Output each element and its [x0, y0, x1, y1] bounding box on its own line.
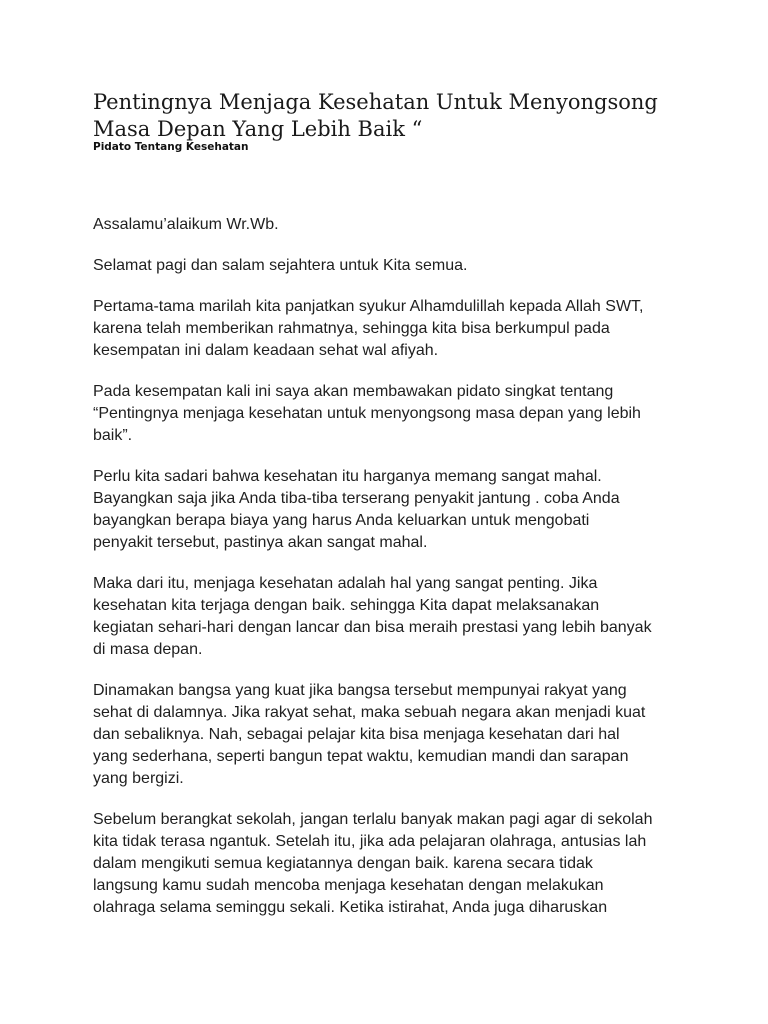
paragraph — [93, 214, 693, 236]
paragraph-line: kesehatan kita terjaga dengan baik. sehingga Kita dapat melaksanakan — [93, 597, 600, 614]
paragraph-line: sehat di dalamnya. Jika rakyat sehat, maka sebuah negara akan menjadi kuat — [93, 704, 646, 721]
paragraph — [93, 381, 693, 447]
title-line: Masa Depan Yang Lebih Baik “ — [93, 117, 423, 141]
paragraph-line: Pertama-tama marilah kita panjatkan syukur Alhamdulillah kepada Allah SWT, — [93, 298, 644, 315]
paragraph-line: Perlu kita sadari bahwa kesehatan itu harganya memang sangat mahal. — [93, 468, 602, 485]
document-subtitle: Pidato Tentang Kesehatan — [93, 141, 249, 153]
paragraph-line: Sebelum berangkat sekolah, jangan terlalu banyak makan pagi agar di sekolah — [93, 811, 653, 828]
paragraph-line: dalam mengikuti semua kegiatannya dengan baik. karena secara tidak — [93, 855, 593, 872]
paragraph — [93, 573, 693, 661]
paragraph-line: Pada kesempatan kali ini saya akan membawakan pidato singkat tentang — [93, 383, 614, 400]
paragraph — [93, 296, 693, 362]
paragraph — [93, 466, 693, 554]
paragraph-line: yang sederhana, seperti bangun tepat waktu, kemudian mandi dan sarapan — [93, 748, 629, 765]
title-line: Pentingnya Menjaga Kesehatan Untuk Menyongsong — [93, 90, 658, 114]
paragraph-line: “Pentingnya menjaga kesehatan untuk menyongsong masa depan yang lebih — [93, 405, 641, 422]
document-body — [93, 214, 693, 938]
paragraph-line: kita tidak terasa ngantuk. Setelah itu, jika ada pelajaran olahraga, antusias lah — [93, 833, 647, 850]
paragraph-line: kegiatan sehari-hari dengan lancar dan bisa meraih prestasi yang lebih banyak — [93, 619, 652, 636]
paragraph-line: yang bergizi. — [93, 770, 184, 787]
paragraph-line: kesempatan ini dalam keadaan sehat wal afiyah. — [93, 342, 439, 359]
paragraph-line: karena telah memberikan rahmatnya, sehingga kita bisa berkumpul pada — [93, 320, 610, 337]
paragraph — [93, 255, 693, 277]
document-title — [93, 89, 693, 143]
paragraph-line: Dinamakan bangsa yang kuat jika bangsa tersebut mempunyai rakyat yang — [93, 682, 627, 699]
paragraph-line: baik”. — [93, 427, 133, 444]
paragraph-line: Bayangkan saja jika Anda tiba-tiba terserang penyakit jantung . coba Anda — [93, 490, 620, 507]
paragraph-line: langsung kamu sudah mencoba menjaga kesehatan dengan melakukan — [93, 877, 604, 894]
paragraph-line: penyakit tersebut, pastinya akan sangat mahal. — [93, 534, 428, 551]
paragraph — [93, 680, 693, 790]
paragraph-line: olahraga selama seminggu sekali. Ketika istirahat, Anda juga diharuskan — [93, 899, 608, 916]
paragraph-line: Maka dari itu, menjaga kesehatan adalah hal yang sangat penting. Jika — [93, 575, 598, 592]
paragraph-line: bayangkan berapa biaya yang harus Anda keluarkan untuk mengobati — [93, 512, 590, 529]
paragraph-line: Selamat pagi dan salam sejahtera untuk Kita semua. — [93, 257, 468, 274]
paragraph-line: Assalamu’alaikum Wr.Wb. — [93, 216, 279, 233]
paragraph — [93, 809, 693, 919]
paragraph-line: dan sebaliknya. Nah, sebagai pelajar kita bisa menjaga kesehatan dari hal — [93, 726, 620, 743]
paragraph-line: di masa depan. — [93, 641, 203, 658]
